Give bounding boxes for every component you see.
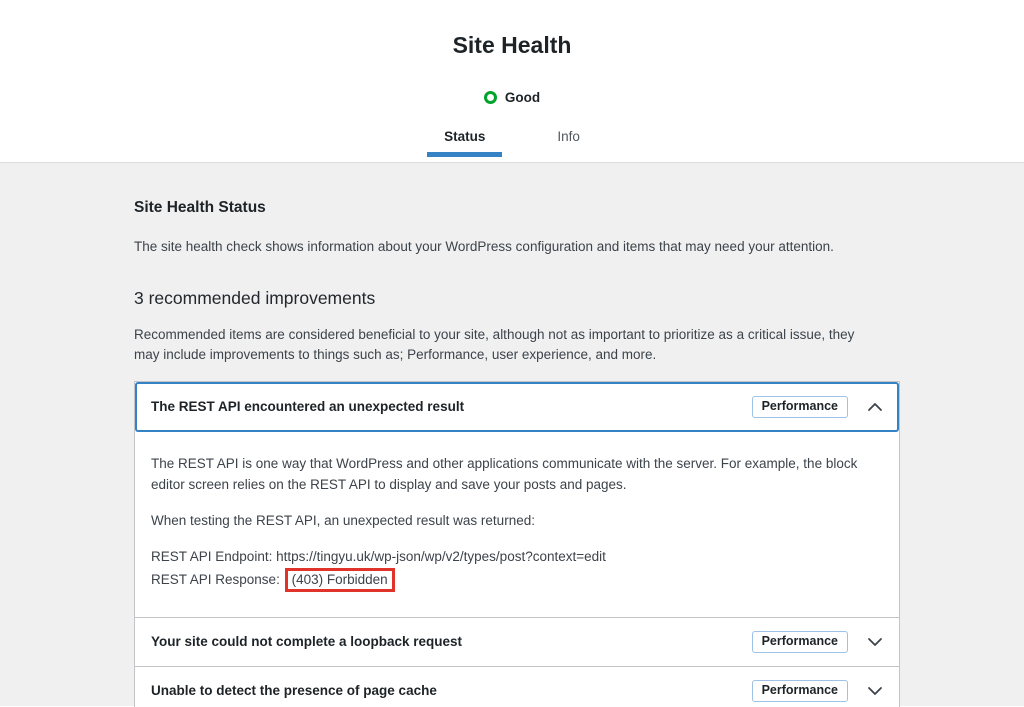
panel-paragraph: When testing the REST API, an unexpected result was returned: [151,513,535,528]
accordion-item-page-cache[interactable] [135,666,899,707]
content-container [134,163,900,707]
improvements-description: Recommended items are considered beneficial to your site, although not as important to prioritize as a critical issue, they may include improvements to things such as; Performance, user experience, and more. [134,327,855,362]
endpoint-line: REST API Endpoint: https://tingyu.uk/wp-json/wp/v2/types/post?context=edit [151,549,606,564]
performance-badge: Performance [752,680,848,702]
accordion-panel-rest-api [135,432,899,617]
page-title: Site Health [452,32,572,58]
good-status-circle-icon [484,91,497,104]
section-description: The site health check shows information about your WordPress configuration and items that may need your attention. [134,239,834,254]
accordion-item-title: Unable to detect the presence of page cache [151,683,437,698]
site-health-body [0,163,1024,706]
accordion-item-rest-api[interactable] [135,382,899,432]
performance-badge: Performance [752,631,848,653]
chevron-up-icon [867,402,883,412]
accordion-item-title: Your site could not complete a loopback request [151,634,463,649]
rest-api-details [151,546,883,592]
chevron-down-icon [867,686,883,696]
chevron-down-icon [867,637,883,647]
response-value-annotation: (403) Forbidden [285,568,395,592]
status-label: Good [504,89,541,105]
section-title: Site Health Status [134,199,266,216]
improvements-heading: 3 recommended improvements [134,288,376,308]
accordion-item-loopback[interactable] [135,617,899,666]
site-health-header [0,0,1024,163]
status-indicator [0,87,1024,107]
response-label: REST API Response: [151,572,280,587]
tab-status[interactable]: Status [427,129,502,157]
tab-bar [0,129,1024,157]
accordion-item-title: The REST API encountered an unexpected result [151,399,465,414]
issues-accordion [134,381,900,707]
tab-info[interactable]: Info [557,129,580,144]
performance-badge: Performance [752,396,848,418]
panel-paragraph: The REST API is one way that WordPress and other applications communicate with the server. For example, the block editor screen relies on the REST API to display and save your posts and pages. [151,456,858,492]
